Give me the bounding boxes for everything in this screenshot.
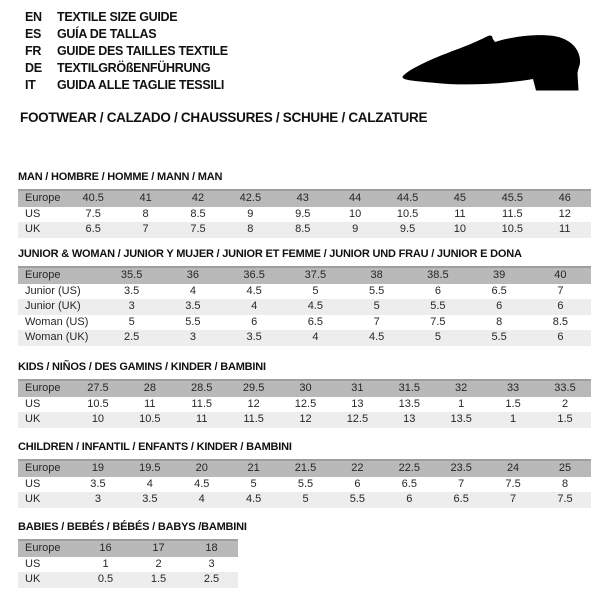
size-cell: 10.5 (139, 413, 161, 426)
size-table (18, 539, 238, 588)
size-cell: 9 (247, 207, 254, 220)
size-cell: 19 (91, 462, 105, 474)
table-title: MAN / HOMBRE / HOMME / MANN / MAN (18, 171, 223, 183)
size-cell: 28 (143, 382, 156, 394)
size-cell: 6 (557, 331, 564, 344)
size-cell: 3.5 (185, 300, 201, 313)
language-code: IT (25, 78, 36, 92)
size-cell: 10.5 (501, 223, 524, 236)
size-cell: 5 (312, 284, 319, 297)
size-cell: 3 (208, 557, 215, 570)
table-row (18, 299, 591, 315)
size-table (18, 379, 591, 428)
table-row (18, 572, 238, 588)
row-label: Europe (25, 462, 61, 474)
category-title: FOOTWEAR / CALZADO / CHAUSSURES / SCHUHE / CALZATURE (20, 110, 428, 125)
size-cell: 35.5 (120, 269, 143, 281)
size-table-section (18, 441, 591, 508)
size-cell: 7 (510, 493, 517, 506)
size-cell: 40.5 (82, 192, 104, 204)
size-cell: 8 (247, 223, 254, 236)
size-cell: 27.5 (87, 382, 109, 394)
table-row (18, 284, 591, 300)
size-table-section (18, 248, 591, 346)
size-cell: 12 (299, 413, 312, 426)
size-cell: 2.5 (123, 331, 140, 344)
size-table (18, 459, 591, 508)
size-cell: 6.5 (491, 284, 507, 297)
size-cell: 4 (312, 331, 319, 344)
table-header-row (18, 460, 591, 477)
row-label: US (25, 397, 41, 410)
size-cell: 9.5 (399, 223, 416, 236)
row-label: UK (25, 493, 41, 506)
size-cell: 5.5 (349, 493, 366, 506)
size-cell: 5 (128, 315, 135, 328)
size-cell: 6 (557, 300, 564, 313)
size-cell: 36 (186, 269, 199, 281)
size-cell: 31.5 (398, 382, 420, 394)
size-cell: 8.5 (295, 223, 311, 236)
size-cell: 2 (155, 557, 162, 570)
size-cell: 13 (403, 413, 416, 426)
size-cell: 9 (352, 223, 359, 236)
size-cell: 11.5 (243, 413, 264, 426)
size-cell: 5.5 (185, 315, 201, 328)
language-label: TEXTILGRÖßENFÜHRUNG (57, 61, 211, 75)
size-cell: 1.5 (505, 397, 521, 410)
size-cell: 24 (506, 462, 520, 474)
row-label: UK (25, 223, 41, 236)
size-cell: 4.5 (307, 300, 324, 313)
row-label: Woman (US) (25, 315, 89, 328)
size-cell: 4.5 (368, 331, 385, 344)
language-label: TEXTILE SIZE GUIDE (57, 10, 178, 24)
size-cell: 9.5 (295, 207, 311, 220)
size-cell: 3 (94, 493, 101, 506)
size-cell: 5.5 (368, 284, 385, 297)
size-cell: 33 (506, 382, 520, 394)
size-cell: 5.5 (491, 331, 507, 344)
row-label: Junior (UK) (25, 300, 81, 313)
size-cell: 43 (296, 192, 309, 204)
row-label: Europe (25, 542, 61, 554)
table-row (18, 477, 591, 493)
size-cell: 1.5 (150, 573, 167, 586)
size-cell: 11.5 (502, 207, 523, 220)
language-label: GUIDE DES TAILLES TEXTILE (57, 44, 228, 58)
row-label: Europe (25, 269, 61, 281)
size-cell: 4.5 (245, 493, 262, 506)
size-cell: 6 (496, 300, 503, 313)
row-label: UK (25, 413, 41, 426)
size-cell: 1 (102, 557, 109, 570)
table-row (18, 492, 591, 508)
size-cell: 10.5 (87, 397, 109, 410)
table-row (18, 315, 591, 331)
size-cell: 31 (351, 382, 364, 394)
size-cell: 21.5 (294, 462, 317, 474)
size-cell: 45.5 (501, 192, 524, 204)
size-cell: 16 (99, 542, 112, 554)
size-cell: 38.5 (427, 269, 449, 281)
size-cell: 13.5 (398, 397, 420, 410)
table-title: BABIES / BEBÉS / BÉBÉS / BABYS /BAMBINI (18, 521, 247, 533)
table-title: JUNIOR & WOMAN / JUNIOR Y MUJER / JUNIOR ET FEMME / JUNIOR UND FRAU / JUNIOR E DONA (18, 248, 522, 260)
size-cell: 6.5 (453, 493, 469, 506)
size-cell: 10.5 (396, 207, 419, 220)
size-cell: 12.5 (346, 413, 369, 426)
size-cell: 42 (191, 192, 205, 204)
size-cell: 5 (250, 477, 257, 490)
row-label: US (25, 477, 41, 490)
size-cell: 10 (453, 223, 467, 236)
size-cell: 7.5 (557, 493, 573, 506)
size-cell: 5 (302, 493, 309, 506)
size-table (18, 266, 591, 346)
size-table-section (18, 521, 247, 588)
size-cell: 42.5 (239, 192, 262, 204)
size-cell: 32 (455, 382, 468, 394)
size-cell: 6.5 (85, 223, 101, 236)
size-cell: 17 (152, 542, 165, 554)
size-cell: 4 (198, 493, 205, 506)
size-cell: 3.5 (142, 493, 158, 506)
size-cell: 1.5 (557, 413, 573, 426)
size-cell: 3.5 (123, 284, 140, 297)
size-cell: 12 (558, 207, 571, 220)
size-cell: 7 (142, 223, 149, 236)
size-cell: 8.5 (552, 315, 569, 328)
size-cell: 6 (406, 493, 413, 506)
size-cell: 10 (349, 207, 362, 220)
size-cell: 12.5 (294, 397, 317, 410)
language-code: DE (25, 61, 42, 75)
size-cell: 12 (247, 397, 260, 410)
size-cell: 4 (189, 284, 196, 297)
language-code: ES (25, 27, 42, 41)
size-cell: 4.5 (194, 477, 210, 490)
size-cell: 6 (354, 477, 361, 490)
size-cell: 5 (373, 300, 380, 313)
size-cell: 41 (139, 192, 152, 204)
size-cell: 8.5 (190, 207, 206, 220)
size-cell: 5.5 (297, 477, 314, 490)
size-cell: 11 (196, 413, 208, 426)
table-row (18, 557, 238, 573)
table-title: KIDS / NIÑOS / DES GAMINS / KINDER / BAMBINI (18, 361, 266, 373)
size-cell: 22.5 (398, 462, 420, 474)
table-row (18, 207, 591, 223)
row-label: Junior (US) (25, 284, 81, 297)
table-row (18, 397, 591, 413)
size-cell: 20 (195, 462, 208, 474)
size-cell: 0.5 (97, 573, 114, 586)
size-cell: 7.5 (430, 315, 446, 328)
size-cell: 7 (458, 477, 465, 490)
size-cell: 4 (251, 300, 258, 313)
size-cell: 5 (434, 331, 441, 344)
size-cell: 13.5 (450, 413, 472, 426)
size-cell: 6 (251, 315, 258, 328)
size-cell: 8 (496, 315, 503, 328)
size-cell: 18 (205, 542, 218, 554)
size-cell: 28.5 (191, 382, 213, 394)
size-cell: 5.5 (430, 300, 446, 313)
size-cell: 6.5 (307, 315, 324, 328)
size-cell: 7 (373, 315, 380, 328)
size-cell: 2.5 (203, 573, 220, 586)
size-cell: 7.5 (190, 223, 206, 236)
table-header-row (18, 380, 591, 397)
size-cell: 45 (453, 192, 467, 204)
size-cell: 11.5 (191, 397, 213, 410)
table-row (18, 330, 591, 346)
row-label: US (25, 207, 41, 220)
size-cell: 44 (349, 192, 362, 204)
size-cell: 8 (561, 477, 569, 490)
size-cell: 44.5 (396, 192, 419, 204)
size-cell: 36.5 (243, 269, 265, 281)
size-cell: 29.5 (242, 382, 265, 394)
table-title: CHILDREN / INFANTIL / ENFANTS / KINDER / BAMBINI (18, 441, 292, 453)
size-cell: 7.5 (505, 477, 521, 490)
size-cell: 25 (558, 462, 572, 474)
size-cell: 38 (370, 269, 383, 281)
size-cell: 2 (561, 397, 569, 410)
table-row (18, 412, 591, 428)
size-cell: 7 (557, 284, 564, 297)
size-table (18, 189, 591, 238)
language-code: FR (25, 44, 42, 58)
size-cell: 11 (559, 223, 571, 236)
size-cell: 4.5 (246, 284, 262, 297)
table-header-row (18, 540, 238, 557)
size-cell: 4 (146, 477, 153, 490)
size-cell: 1 (510, 413, 517, 426)
size-cell: 7.5 (85, 207, 101, 220)
size-cell: 46 (558, 192, 571, 204)
size-cell: 22 (351, 462, 364, 474)
table-row (18, 222, 591, 238)
size-cell: 11 (144, 397, 156, 410)
size-cell: 1 (458, 397, 465, 410)
language-label: GUÍA DE TALLAS (57, 27, 157, 41)
size-cell: 6 (434, 284, 441, 297)
table-header-row (18, 267, 591, 284)
row-label: Woman (UK) (25, 331, 89, 344)
language-code: EN (25, 10, 42, 24)
row-label: Europe (25, 192, 61, 204)
size-cell: 39 (493, 269, 506, 281)
size-cell: 40 (554, 269, 567, 281)
size-cell: 33.5 (554, 382, 576, 394)
size-cell: 13 (351, 397, 364, 410)
size-cell: 3.5 (246, 331, 262, 344)
size-cell: 6.5 (401, 477, 417, 490)
size-cell: 30 (299, 382, 312, 394)
size-cell: 8 (142, 207, 149, 220)
size-table-section (18, 171, 591, 238)
row-label: US (25, 557, 41, 570)
size-cell: 3 (189, 331, 196, 344)
size-cell: 19.5 (139, 462, 161, 474)
row-label: Europe (25, 382, 61, 394)
size-cell: 3 (128, 300, 135, 313)
size-cell: 11 (454, 207, 466, 220)
size-cell: 23.5 (450, 462, 472, 474)
size-cell: 21 (247, 462, 260, 474)
row-label: UK (25, 573, 41, 586)
size-cell: 3.5 (90, 477, 106, 490)
language-label: GUIDA ALLE TAGLIE TESSILI (57, 78, 225, 92)
size-cell: 10 (91, 413, 105, 426)
table-header-row (18, 190, 591, 207)
size-cell: 37.5 (304, 269, 327, 281)
size-table-section (18, 361, 591, 428)
